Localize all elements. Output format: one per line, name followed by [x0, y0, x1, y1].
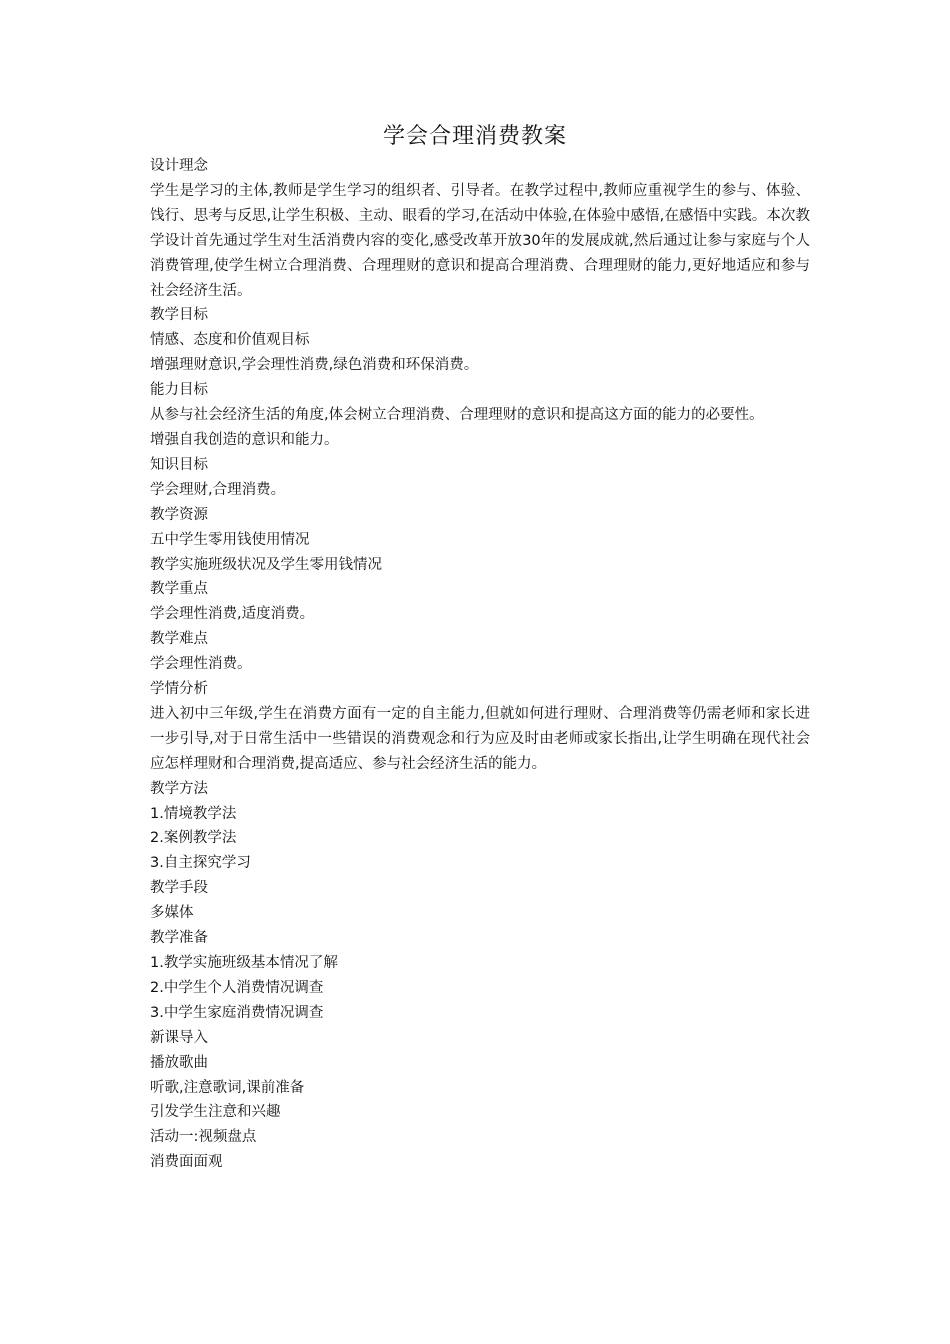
list-item-methods-3: 3.自主探究学习: [150, 855, 251, 872]
subheading-emotion: 情感、态度和价值观目标: [150, 332, 310, 349]
paragraph-activity: 消费面面观: [150, 1154, 223, 1171]
paragraph-ability-1: 从参与社会经济生活的角度,体会树立合理消费、合理理财的意识和提高这方面的能力的必要性。: [150, 407, 764, 424]
paragraph-means: 多媒体: [150, 905, 194, 922]
list-item-prep-2: 2.中学生个人消费情况调查: [150, 979, 324, 996]
subheading-ability: 能力目标: [150, 382, 208, 399]
list-item-intro-2: 听歌,注意歌词,课前准备: [150, 1079, 305, 1096]
section-heading-difficulty: 教学难点: [150, 631, 208, 648]
list-item-methods-2: 2.案例教学法: [150, 830, 237, 847]
list-item-prep-1: 1.教学实施班级基本情况了解: [150, 955, 338, 971]
document-body: [150, 154, 810, 1175]
list-item-resources-2: 教学实施班级状况及学生零用钱情况: [150, 556, 382, 573]
list-item-intro-1: 播放歌曲: [150, 1054, 208, 1071]
paragraph-knowledge: 学会理财,合理消费。: [150, 481, 286, 498]
paragraph-difficulty: 学会理性消费。: [150, 656, 252, 673]
section-heading-prep: 教学准备: [150, 930, 208, 947]
list-item-prep-3: 3.中学生家庭消费情况调查: [150, 1004, 324, 1021]
paragraph-analysis: 进入初中三年级,学生在消费方面有一定的自主能力,但就如何进行理财、合理消费等仍需老师和家长进一步引导,对于日常生活中一些错误的消费观念和行为应及时由老师或家长指出,让学生明确在现代社会应怎样理财和合理消费,提高适应、参与社会经济生活的能力。: [150, 705, 810, 772]
list-item-methods-1: 1.情境教学法: [150, 805, 237, 822]
subheading-knowledge: 知识目标: [150, 456, 208, 473]
section-heading-activity: 活动一:视频盘点: [150, 1129, 257, 1146]
section-heading-key: 教学重点: [150, 581, 208, 598]
list-item-intro-3: 引发学生注意和兴趣: [150, 1104, 281, 1121]
section-heading-intro: 新课导入: [150, 1029, 208, 1046]
document-title: 学会合理消费教案: [382, 124, 567, 149]
section-heading-analysis: 学情分析: [150, 681, 208, 698]
paragraph-ability-2: 增强自我创造的意识和能力。: [150, 431, 339, 448]
section-heading-resources: 教学资源: [150, 506, 208, 523]
list-item-resources-1: 五中学生零用钱使用情况: [150, 531, 310, 548]
section-heading-design: 设计理念: [150, 158, 208, 174]
section-heading-means: 教学手段: [150, 880, 208, 897]
paragraph-design: 学生是学习的主体,教师是学生学习的组织者、引导者。在教学过程中,教师应重视学生的参与、体验、饯行、思考与反思,让学生积极、主动、眼看的学习,在活动中体验,在体验中感悟,在感悟中实践。本次教学设计首先通过学生对生活消费内容的变化,感受改革开放30年的发展成就,然后通过让参与家庭与个人消费管理,使学生树立合理消费、合理理财的意识和提高合理消费、合理理财的能力,更好地适应和参与社会经济生活。: [150, 182, 810, 299]
paragraph-emotion: 增强理财意识,学会理性消费,绿色消费和环保消费。: [150, 357, 479, 374]
section-heading-methods: 教学方法: [150, 780, 208, 797]
paragraph-key: 学会理性消费,适度消费。: [150, 606, 315, 623]
section-heading-goals: 教学目标: [150, 307, 208, 324]
